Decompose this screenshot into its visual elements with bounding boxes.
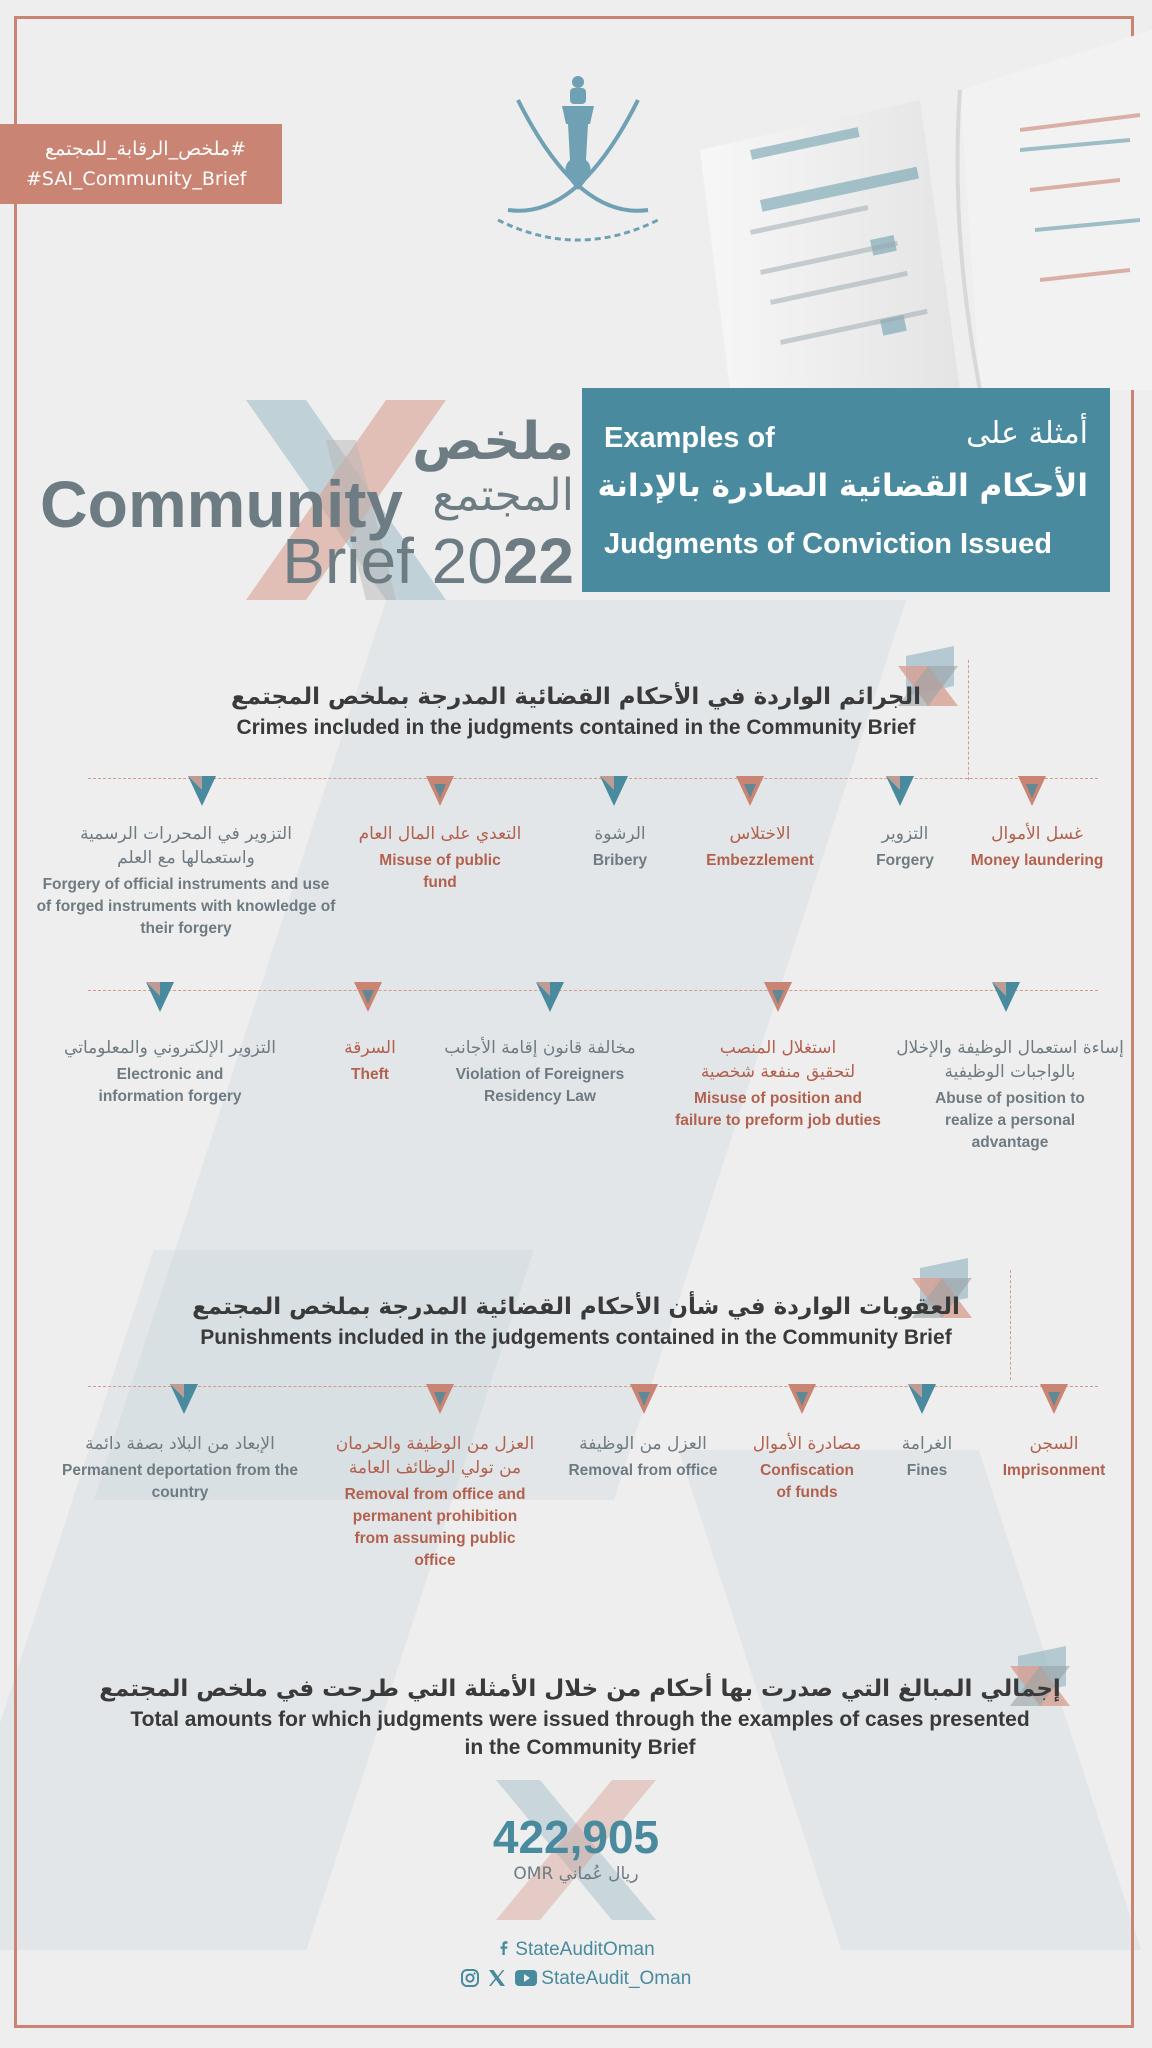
crime-item (560, 822, 680, 872)
punishment-item-arabic: مصادرة الأموال (752, 1434, 862, 1454)
brand-brief-word: Brief (282, 525, 414, 597)
teal-marker-icon (600, 776, 628, 806)
punishment-item (984, 1432, 1124, 1482)
crime-item-arabic: التزوير الإلكتروني والمعلوماتي (64, 1038, 276, 1058)
crime-item (430, 1036, 650, 1108)
crime-item (888, 1036, 1132, 1154)
crime-item (680, 822, 840, 872)
punishment-item-english: Removal from office and permanent prohibition from assuming public office (344, 1486, 526, 1569)
crimes-heading-arabic: الجرائم الواردة في الأحكام القضائية المدرجة بملخص المجتمع (230, 684, 921, 710)
crime-item-english: Misuse of position and failure to preform job duties (675, 1090, 881, 1129)
crime-item (952, 822, 1122, 872)
hashtag-english[interactable]: #SAI_Community_Brief (26, 168, 247, 190)
x-icon (488, 1969, 506, 1987)
crime-item (40, 1036, 300, 1108)
brand-english-line2 (282, 524, 574, 598)
punishment-item (40, 1432, 320, 1504)
copper-marker-icon (1040, 1384, 1068, 1414)
punishment-item-english: Confiscation of funds (760, 1462, 854, 1501)
copper-marker-icon (788, 1384, 816, 1414)
other-handle: StateAudit_Oman (541, 1968, 692, 1989)
punishment-item-arabic: السجن (1029, 1434, 1079, 1454)
crime-item (340, 822, 540, 894)
punishment-item-english: Imprisonment (1002, 1462, 1106, 1479)
totals-heading (80, 1672, 1080, 1762)
crime-item-arabic: الرشوة (594, 824, 646, 844)
crime-item-english: Bribery (592, 852, 648, 869)
punishment-item-english: Permanent deportation from the country (62, 1462, 298, 1501)
crime-item-arabic: التزوير في المحررات الرسمية واستعمالها مع العلم (80, 824, 292, 868)
copper-marker-icon (736, 776, 764, 806)
copper-marker-icon (764, 982, 792, 1012)
brand-english-line1: Community (40, 467, 403, 541)
copper-marker-icon (630, 1384, 658, 1414)
copper-marker-icon (1018, 776, 1046, 806)
crime-item-english: Forgery of official instruments and use of forged instruments with knowledge of their forgery (36, 876, 336, 937)
divider-line (88, 1386, 1098, 1387)
hashtag-arabic[interactable]: #ملخص_الرقابة_للمجتمع (45, 138, 246, 160)
total-amount-block (376, 1780, 776, 1910)
crime-item-english: Money laundering (970, 852, 1104, 869)
title-box (582, 388, 1110, 592)
copper-marker-icon (426, 776, 454, 806)
divider-line (88, 778, 1098, 779)
punishment-item-arabic: العزل من الوظيفة (579, 1434, 707, 1454)
crime-item-english: Misuse of public fund (379, 852, 501, 891)
crime-item-english: Abuse of position to realize a personal advantage (935, 1090, 1085, 1151)
crime-item-arabic: الاختلاس (729, 824, 791, 844)
crime-item (670, 1036, 886, 1132)
open-report-book-icon (690, 30, 1152, 390)
crime-item (840, 822, 970, 872)
punishment-item-english: Removal from office (568, 1462, 718, 1479)
crime-item-english: Forgery (876, 852, 934, 869)
teal-marker-icon (886, 776, 914, 806)
punishments-heading-arabic: العقوبات الواردة في شأن الأحكام القضائية المدرجة بملخص المجتمع (192, 1294, 960, 1320)
punishment-item-arabic: الغرامة (901, 1434, 953, 1454)
social-other[interactable] (376, 1968, 776, 1990)
copper-marker-icon (354, 982, 382, 1012)
punishments-heading (60, 1290, 1092, 1352)
teal-marker-icon (536, 982, 564, 1012)
community-brief-logo (36, 400, 576, 600)
punishment-item-english: Fines (906, 1462, 948, 1479)
total-amount: 422,905 (492, 1811, 660, 1863)
teal-marker-icon (146, 982, 174, 1012)
crime-item-arabic: مخالفة قانون إقامة الأجانب (444, 1038, 636, 1058)
crime-item-arabic: غسل الأموال (991, 824, 1083, 844)
teal-marker-icon (170, 1384, 198, 1414)
crime-item-arabic: التزوير (881, 824, 929, 844)
totals-heading-arabic: إجمالي المبالغ التي صدرت بها أحكام من خلال الأمثلة التي طرحت في ملخص المجتمع (99, 1676, 1061, 1702)
divider-line (88, 990, 1098, 991)
brand-year-bold: 22 (502, 525, 574, 597)
punishment-item-arabic: العزل من الوظيفة والحرمان من تولي الوظائف العامة (335, 1434, 535, 1478)
brand-arabic-line1: ملخص (412, 412, 574, 472)
brand-arabic-line2: المجتمع (432, 470, 574, 521)
title-english-line2: Judgments of Conviction Issued (604, 528, 1052, 560)
teal-marker-icon (908, 1384, 936, 1414)
crime-item (320, 1036, 420, 1086)
youtube-icon (515, 1970, 537, 1986)
teal-marker-icon (188, 776, 216, 806)
brand-year-light: 20 (431, 525, 503, 597)
crime-item-english: Theft (351, 1066, 389, 1083)
crime-item-arabic: إساءة استعمال الوظيفة والإخلال بالواجبات الوظيفية (896, 1038, 1124, 1082)
crime-item-arabic: السرقة (344, 1038, 396, 1058)
instagram-icon (461, 1969, 479, 1987)
facebook-handle: StateAuditOman (515, 1939, 655, 1960)
oman-khanjar-emblem-icon (478, 60, 678, 260)
teal-marker-icon (992, 982, 1020, 1012)
crime-item-arabic: التعدي على المال العام (358, 824, 522, 844)
punishments-heading-english: Punishments included in the judgements contained in the Community Brief (200, 1326, 952, 1349)
totals-heading-english: Total amounts for which judgments were issued through the examples of cases presented in the Community Brief (130, 1708, 1030, 1759)
total-currency: OMR ريال عُماني (513, 1864, 639, 1884)
crimes-heading (60, 680, 1092, 742)
copper-marker-icon (426, 1384, 454, 1414)
crime-item-english: Electronic and information forgery (98, 1066, 242, 1105)
punishment-item (320, 1432, 550, 1572)
punishment-item (722, 1432, 892, 1504)
punishment-item-arabic: الإبعاد من البلاد بصفة دائمة (85, 1434, 275, 1454)
crime-item-english: Embezzlement (706, 852, 814, 869)
crime-item (36, 822, 336, 940)
punishment-item (550, 1432, 736, 1482)
social-facebook[interactable] (376, 1938, 776, 1961)
crime-item-english: Violation of Foreigners Residency Law (455, 1066, 625, 1105)
crime-item-arabic: استغلال المنصب لتحقيق منفعة شخصية (700, 1038, 856, 1082)
title-arabic-line1: أمثلة على (966, 416, 1088, 451)
hashtag-box (0, 124, 282, 204)
title-arabic-line2: الأحكام القضائية الصادرة بالإدانة (597, 468, 1088, 504)
crimes-heading-english: Crimes included in the judgments contained in the Community Brief (236, 716, 916, 739)
title-english-line1: Examples of (604, 422, 775, 454)
facebook-icon (497, 1938, 511, 1958)
